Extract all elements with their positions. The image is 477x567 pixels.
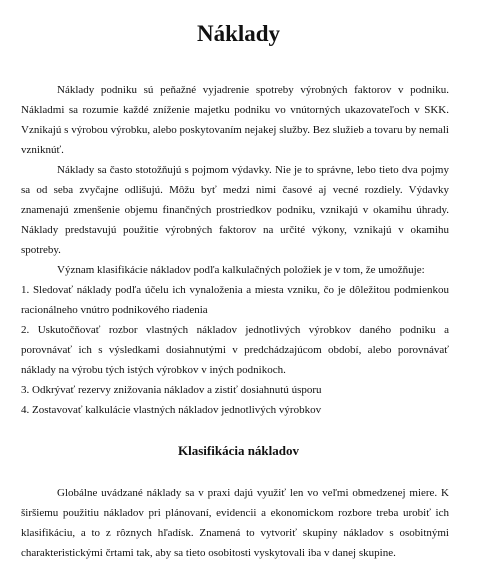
list-item: 1. Sledovať náklady podľa účelu ich vynaloženia a miesta vzniku, čo je dôležitou podmienkou racionálneho vnútro podnikového riadenia (21, 284, 449, 316)
list-item: 2. Uskutočňovať rozbor vlastných nákladov jednotlivých výrobkov daného podniku a porovnávať ich s výsledkami dosiahnutými v predchádzajúcom období, alebo porovnávať náklady na výrobu tých istých výrobkov v iných podnikoch. (21, 324, 449, 376)
paragraph: Náklady sa často stotožňujú s pojmom výdavky. Nie je to správne, lebo tieto dva pojmy sa od seba zvyčajne odlišujú. Môžu byť medzi nimi časové aj vecné rozdiely. Výdavky znamenajú zmenšenie objemu finančných prostriedkov podniku, vznikajú v okamihu úhrady. Náklady predstavujú použitie výrobných faktorov na určité výkony, vznikajú v okamihu spotreby. (21, 164, 449, 256)
list-item: 4. Zostavovať kalkulácie vlastných nákladov jednotlivých výrobkov (21, 404, 322, 416)
intro-section (21, 80, 449, 420)
paragraph: Náklady podniku sú peňažné vyjadrenie spotreby výrobných faktorov v podniku. Nákladmi sa rozumie každé zníženie majetku podniku vo vnútorných ukazovateľoch v SKK. Vznikajú s výrobou výrobku, alebo poskytovaním nejakej služby. Bez služieb a tovaru by nemali vzniknúť. (21, 84, 449, 156)
document-title: Náklady (196, 21, 281, 46)
paragraph: Globálne uvádzané náklady sa v praxi dajú využiť len vo veľmi obmedzenej miere. K širšiemu použitiu nákladov pri plánovaní, evidencii a ekonomickom rozbore treba urobiť ich klasifikáciu, a to z rôznych hľadísk. Znamená to vytvoriť skupiny nákladov s osobitnými charakteristickými črtami tak, aby sa tieto osobitosti vyskytovali iba v danej skupine. (21, 487, 449, 559)
list-item: 3. Odkrývať rezervy znižovania nákladov a zistiť dosiahnutú úsporu (21, 384, 322, 396)
paragraph: Význam klasifikácie nákladov podľa kalkulačných položiek je v tom, že umožňuje: (57, 264, 425, 276)
section-heading: Klasifikácia nákladov (178, 443, 299, 458)
classification-section (21, 483, 449, 563)
